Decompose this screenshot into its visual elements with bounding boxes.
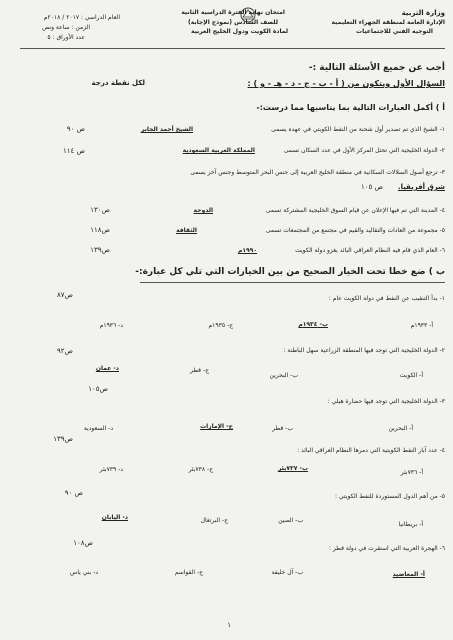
header-exam-title: امتحان نهاية الفترة الدراسية الثانية: [181, 9, 285, 16]
a-item-4-answer: الدوحة: [193, 207, 213, 214]
b-item-3-option-d: د- السعودية: [83, 425, 113, 432]
a-item-5-text: ٥- مجموعة من العادات والتقاليد والقيم في مجتمع من المجتمعات تسمى: [265, 227, 445, 234]
a-item-3-page: ص ١٠٥: [361, 183, 383, 191]
b-item-3-option-b: ب- قطر: [272, 425, 293, 432]
b-item-3-option-a: أ- البحرين: [388, 425, 413, 432]
b-item-5-option-b: ب- الصين: [278, 517, 303, 524]
b-item-3-question: ٣- الدولة الخليجية التي توجد فيها حضارة هيلي :: [327, 398, 445, 405]
b-item-4-option-a: أ- ٧٣٦بئر: [400, 469, 423, 476]
a-item-5-page: ص١١٨: [90, 226, 110, 234]
a-item-5-answer: الثقافة: [176, 227, 197, 234]
b-item-5-option-d: د- اليابان: [101, 514, 128, 521]
header-grade: للصف السادس (نموذج الإجابة): [188, 19, 278, 26]
header-pages: عدد الأوراق : ٥: [47, 34, 85, 41]
b-item-1-page: ص٨٧: [57, 291, 73, 299]
b-item-5-question: ٥- من أهم الدول المستوردة للنفط الكويتي :: [335, 493, 445, 500]
header-department: التوجيه الفني للاجتماعيات: [356, 28, 433, 35]
b-item-2-option-c: ج- قطر: [189, 367, 209, 374]
header-time: الزمن : ساعة ونص: [42, 24, 90, 31]
b-item-2-option-a: أ- الكويت: [399, 372, 423, 379]
b-item-4-question: ٤- عدد آبار النفط الكويتية التي دمرها النظام العراقي البائد :: [297, 447, 445, 454]
a-item-6-text: ٦- العام الذي قام فيه النظام العراقي البائد بغزو دولة الكويت: [295, 247, 445, 254]
b-item-2-question: ٢- الدولة الخليجية التي توجد فيها المنطقة الزراعية سهل الباطنة :: [283, 347, 445, 354]
a-item-1-page: ص ٩٠: [66, 125, 85, 133]
section-b-underline: [140, 282, 445, 283]
b-item-6-option-d: د- بني ياس: [70, 569, 98, 576]
b-item-4-option-c: ج- ٧٣٨بئر: [188, 466, 213, 473]
b-item-2-page: ص٩٢: [57, 347, 73, 355]
b-item-6-option-c: ج- القواسم: [174, 569, 203, 576]
general-instruction: أجب عن جميع الأسئلة التالية :-: [308, 63, 445, 73]
header-divider: [20, 48, 445, 49]
b-item-5-page: ص ٩٠: [64, 489, 83, 497]
a-item-2-page: ص ١١٤: [63, 147, 85, 155]
header-subject: لمادة الكويت ودول الخليج العربية: [190, 28, 288, 35]
b-item-4-option-b: ب- ٧٣٧بئر: [277, 465, 308, 472]
b-item-6-question: ٦- الهجرة العربية التي استقرت في دولة قطر :: [328, 545, 445, 552]
a-item-6-page: ص١٣٩: [90, 246, 110, 254]
b-item-2-option-b: ب- البحرين: [269, 372, 298, 379]
a-item-3-answer: شرق أفريقيا.: [397, 183, 445, 191]
b-item-3-option-c: ج- الإمارات: [200, 423, 233, 430]
a-item-6-answer: ١٩٩٠م: [237, 247, 257, 254]
section-b-title: ب ) ضع خطا تحت الخيار الصحيح من بين الخيارات التي تلي كل عبارة:-: [135, 267, 445, 277]
header-year: العام الدراسي : ٢٠١٧ / ٢٠١٨م: [43, 14, 120, 21]
question-1-title: السؤال الأول ويتكون من ( أ - ب - ج - د - هـ - و ) :: [247, 79, 445, 88]
b-item-1-option-d: د- ١٩٣٦م: [99, 322, 123, 329]
b-item-4-page: ص١٣٩: [53, 435, 73, 443]
b-item-1-option-b: ب- ١٩٣٤م: [298, 321, 328, 328]
a-item-1-text: ١- الشيخ الذي تم تصدير أول شحنة من النفط الكويتي في عهده يسمى: [271, 126, 445, 133]
a-item-3-text: ٣- ترجع أصول السلالات السكانية في منطقة الخليج العربية إلى جنس البحر المتوسط وجنس آخر يسمى: [190, 169, 445, 176]
header-directorate: الإدارة العامة لمنطقة الجهراء التعليمية: [331, 19, 445, 26]
a-item-1-answer: الشيخ أحمد الجابر: [140, 126, 193, 133]
a-item-2-text: ٢- الدولة الخليجية التي تحتل المركز الأول في عدد السكان تسمى: [283, 147, 445, 154]
b-item-5-option-c: ج- البرتغال: [200, 517, 228, 524]
points-note: لكل نقطة درجة: [91, 79, 145, 87]
b-item-6-page: ص١٠٨: [73, 539, 93, 547]
b-item-6-option-a: أ- المعاضيد: [392, 571, 425, 578]
b-item-2-option-d: د- عمان: [95, 365, 119, 372]
b-item-6-option-b: ب- آل خليفة: [271, 569, 303, 576]
header-ministry: وزارة التربية: [401, 9, 445, 17]
page-number: ١: [227, 621, 231, 629]
a-item-2-answer: المملكة العربية السعودية: [182, 147, 255, 154]
a-item-4-text: ٤- المدينة التي تم فيها الإعلان عن قيام السوق الخليجية المشتركة تسمى: [265, 207, 445, 214]
b-item-4-option-d: د- ٧٣٩بئر: [99, 466, 123, 473]
b-item-1-question: ١- بدأ التنقيب عن النفط في دولة الكويت عام :: [328, 295, 445, 302]
b-item-1-option-c: ج- ١٩٣٥م: [208, 322, 233, 329]
b-item-1-option-a: أ- ١٩٣٣م: [410, 322, 433, 329]
b-item-3-page: ص١٠٥: [88, 385, 108, 393]
section-a-title: أ ) أكمل العبارات التالية بما يناسبها مما درست:-: [256, 103, 445, 112]
a-item-4-page: ص١٣٠: [90, 206, 110, 214]
b-item-5-option-a: أ- بريطانيا: [398, 521, 423, 528]
